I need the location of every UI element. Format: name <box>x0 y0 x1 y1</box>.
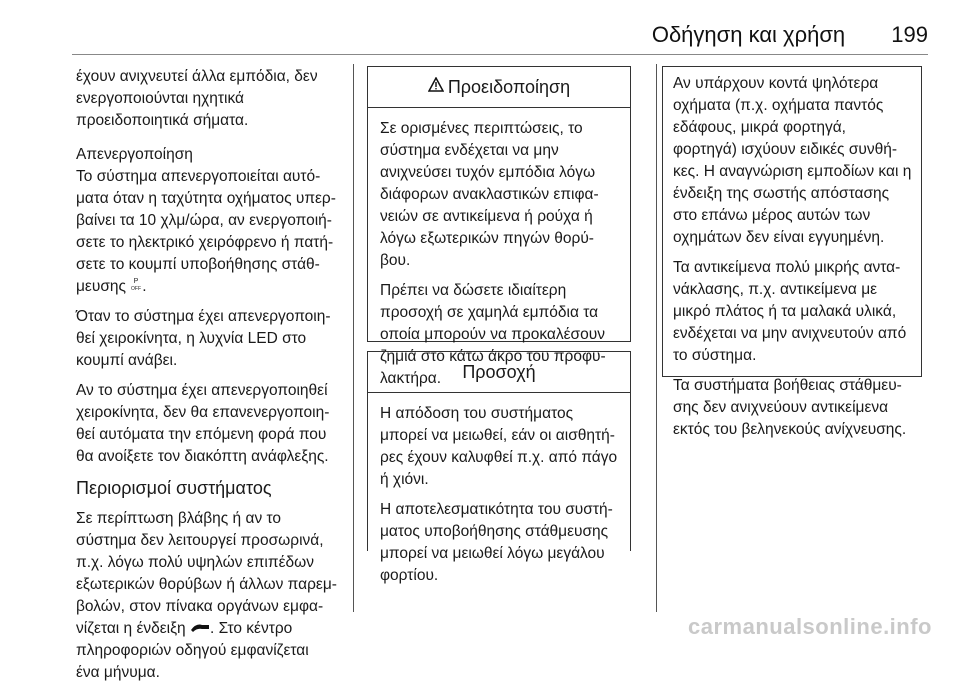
limits-heading: Περιορισμοί συστήματος <box>76 478 272 499</box>
header-divider <box>72 54 928 55</box>
warning-box-body <box>368 108 630 390</box>
intro-paragraph: έχουν ανιχνευτεί άλλα εμπόδια, δεν ενεργοποιούνται ηχητικά προειδοποιητικά σήματα. <box>76 68 318 129</box>
caution-box <box>367 351 631 584</box>
deactivation-end: . <box>142 278 147 296</box>
watermark: carmanualsonline.info <box>688 614 932 639</box>
warning-box-header <box>368 67 630 108</box>
led-paragraph: Όταν το σύστημα έχει απενεργοποιη‐ θεί χειροκίνητα, η λυχνία LED στο κουμπί ανάβει. <box>76 308 331 370</box>
page-title: Οδήγηση και χρήση <box>651 22 846 47</box>
deactivation-heading: Απενεργοποίηση <box>76 146 193 163</box>
parking-assist-button-icon <box>130 276 142 298</box>
info-box <box>662 66 922 438</box>
warning-box <box>367 66 631 387</box>
info-paragraph-2: Τα αντικείμενα πολύ μικρής αντα‐ νάκλασης, π.χ. αντικείμενα με μικρό πλάτος ή τα μαλακά υλικά, ενδέχεται να μην ανιχνευτούν από το σύστημα. <box>673 259 907 364</box>
deactivation-paragraph <box>76 166 348 298</box>
caution-paragraph-2: Η αποτελεσματικότητα του συστή‐ ματος υποβοήθησης στάθμευσης μπορεί να μειωθεί λόγω μεγάλου φορτίου. <box>380 501 613 584</box>
warning-triangle-icon <box>428 77 444 97</box>
info-paragraph-1: Αν υπάρχουν κοντά ψηλότερα οχήματα (π.χ. οχήματα παντός εδάφους, μικρά φορτηγά, φορτηγά) ισχύουν ειδικές συνθή‐ κες. Η αναγνώριση εμποδίων και η ένδειξη της σωστής απόστασης στο επάνω μέρος αυτών των οχημάτων δεν είναι εγγυημένη. <box>673 75 912 246</box>
column-1 <box>76 66 348 692</box>
auto-paragraph: Αν το σύστημα έχει απενεργοποιηθεί χειροκίνητα, δεν θα επανενεργοποιη‐ θεί αυτόματα την επόμενη φορά που θα ανοίξετε τον διακόπτη ανάφλεξης. <box>76 382 330 466</box>
parking-sensor-fault-icon <box>190 618 210 640</box>
info-paragraph-3: Τα συστήματα βοήθειας στάθμευ‐ σης δεν ανιχνεύουν αντικείμενα εκτός του βεληνεκούς ανίχνευσης. <box>673 377 907 438</box>
limits-text: Σε περίπτωση βλάβης ή αν το σύστημα δεν λειτουργεί προσωρινά, π.χ. λόγω πολύ υψηλών επιπέδων εξωτερικών θορύβων ή άλλων παρεμ‐ βολών, στον πίνακα οργάνων εμφα‐ νίζεται η ένδειξη <box>76 510 337 638</box>
limits-paragraph <box>76 508 348 684</box>
column-divider-left <box>353 64 354 612</box>
caution-box-header <box>368 352 630 393</box>
caution-box-body <box>368 393 630 587</box>
warning-paragraph-2: Πρέπει να δώσετε ιδιαίτερη προσοχή σε χαμηλά εμπόδια τα οποία μπορούν να προκαλέσουν ζημιά στο κάτω άκρο του προφυ‐ λακτήρα. <box>380 282 606 387</box>
limits-text-end: . Στο κέντρο πληροφοριών οδηγού εμφανίζεται ένα μήνυμα. <box>76 620 309 682</box>
warning-paragraph-1: Σε ορισμένες περιπτώσεις, το σύστημα ενδέχεται να μην ανιχνεύσει τυχόν εμπόδια λόγω διάφορων ανακλαστικών επιφα‐ νειών σε αντικείμενα ή ρούχα ή λόγω εξωτερικών πηγών θορύ‐ βου. <box>380 120 599 269</box>
page-header <box>0 22 928 48</box>
page-number: 199 <box>891 22 928 47</box>
column-divider-right <box>656 64 657 612</box>
svg-text:P: P <box>133 278 139 285</box>
info-box-body <box>663 67 921 441</box>
warning-heading: Προειδοποίηση <box>447 76 571 97</box>
deactivation-text: Το σύστημα απενεργοποιείται αυτό‐ ματα όταν η ταχύτητα οχήματος υπερ‐ βαίνει τα 10 χλμ/ώρα, αν ενεργοποιή‐ σετε το ηλεκτρικό χειρόφρενο ή πατή‐ σετε το κουμπί υποβοήθησης στάθ‐ μευσης <box>76 168 336 296</box>
caution-heading: Προσοχή <box>462 361 536 382</box>
caution-paragraph-1: Η απόδοση του συστήματος μπορεί να μειωθεί, εάν οι αισθητή‐ ρες έχουν καλυφθεί π.χ. από πάγο ή χιόνι. <box>380 405 618 488</box>
svg-text:OFF: OFF <box>131 286 142 291</box>
